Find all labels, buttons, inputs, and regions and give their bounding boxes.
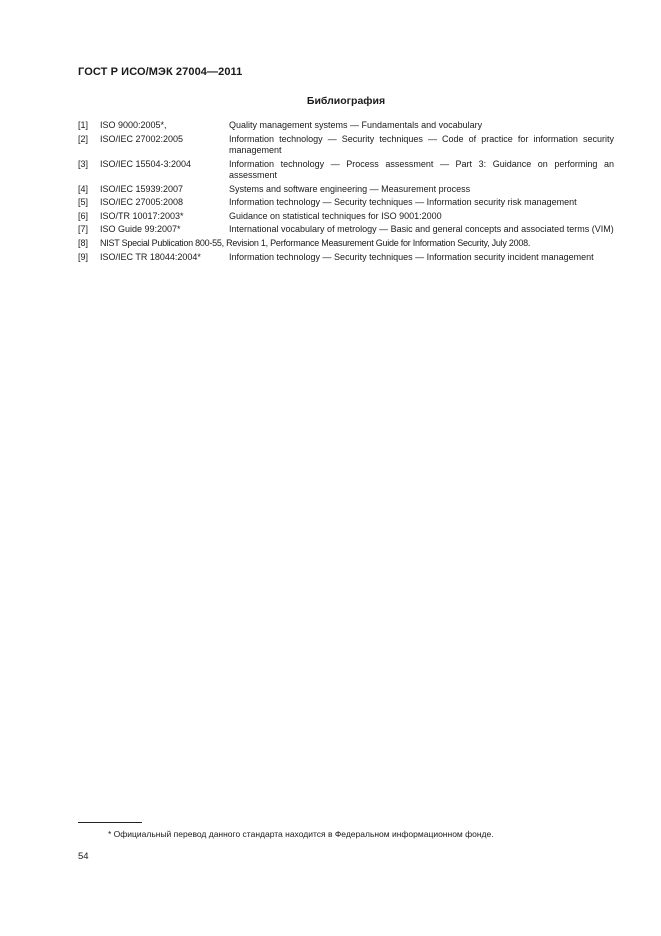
reference-number: [2]: [78, 133, 89, 144]
reference-item: [78, 197, 614, 208]
footnote-divider: [78, 822, 142, 823]
reference-item: [78, 120, 614, 131]
reference-code: ISO/TR 10017:2003*: [100, 210, 184, 221]
reference-number: [4]: [78, 183, 89, 194]
reference-code: ISO 9000:2005*,: [100, 120, 167, 130]
reference-title: Information technology — Process assessment — Part 3: Guidance on performing an assessment: [229, 158, 614, 180]
reference-title: Information technology — Security techniques — Information security risk management: [229, 197, 577, 208]
reference-number: [6]: [78, 210, 89, 221]
reference-title: Systems and software engineering — Measurement process: [229, 183, 471, 194]
reference-title: Information technology — Security techniques — Information security incident management: [229, 251, 594, 262]
reference-number: [1]: [78, 120, 89, 130]
reference-list: [78, 120, 614, 265]
reference-number: [7]: [78, 224, 89, 235]
reference-code: ISO/IEC 27002:2005: [100, 133, 184, 144]
bibliography-title: Библиография: [306, 95, 386, 107]
reference-number: [9]: [78, 251, 89, 262]
reference-code: ISO/IEC 15504-3:2004: [100, 158, 192, 169]
reference-item: [78, 224, 614, 235]
reference-title: Guidance on statistical techniques for ISO 9001:2000: [229, 210, 442, 221]
reference-item: [78, 238, 614, 249]
reference-item: [78, 134, 614, 157]
page-header: ГОСТ Р ИСО/МЭК 27004—2011: [78, 66, 243, 78]
reference-code: ISO Guide 99:2007*: [100, 224, 181, 235]
reference-title: Quality management systems — Fundamentals and vocabulary: [229, 120, 483, 130]
reference-title: International vocabulary of metrology — Basic and general concepts and associated terms (VIM): [229, 224, 614, 235]
reference-item: [78, 184, 614, 195]
reference-title: Information technology — Security techniques — Code of practice for information security management: [229, 133, 614, 155]
reference-item: [78, 252, 614, 263]
reference-number: [5]: [78, 197, 89, 208]
reference-code: ISO/IEC 27005:2008: [100, 197, 184, 208]
page-number: 54: [78, 851, 89, 862]
reference-number: [8]: [78, 237, 89, 248]
reference-item: [78, 211, 614, 222]
reference-code: ISO/IEC 15939:2007: [100, 183, 184, 194]
reference-number: [3]: [78, 158, 89, 169]
reference-code: ISO/IEC TR 18044:2004*: [100, 251, 201, 262]
footnote: * Официальный перевод данного стандарта находится в Федеральном информационном фонде.: [108, 829, 494, 839]
reference-full-text: NIST Special Publication 800-55, Revision 1, Performance Measurement Guide for Information Security, July 2008.: [100, 237, 531, 248]
reference-item: [78, 159, 614, 182]
